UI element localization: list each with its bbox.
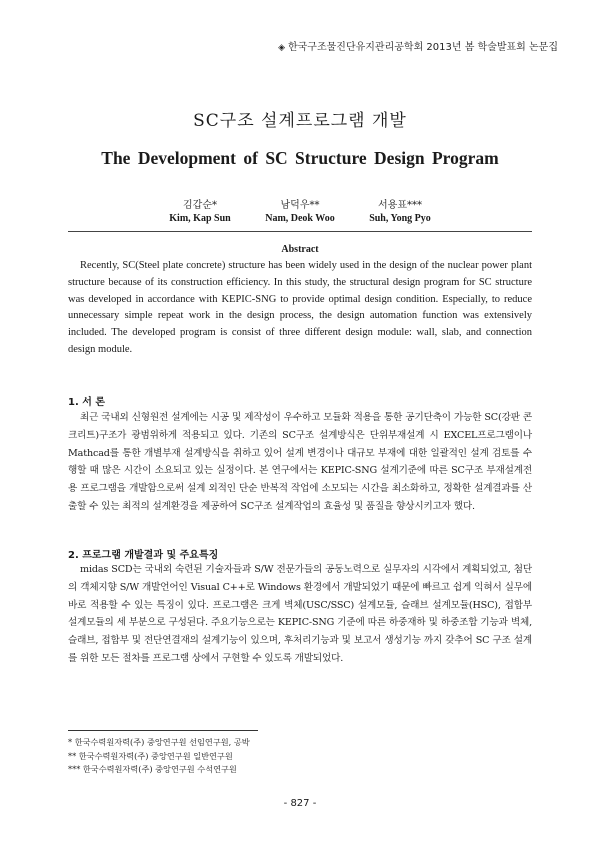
author-2 <box>250 196 350 224</box>
author-1 <box>150 196 250 224</box>
footnotes <box>68 736 468 777</box>
footnote-divider <box>68 730 258 731</box>
author-name-korean: 서용표*** <box>378 200 422 211</box>
author-list <box>150 196 450 224</box>
author-name-korean: 남덕우** <box>280 200 320 211</box>
section-body-introduction: 최근 국내외 신형원전 설계에는 시공 및 제작성이 우수하고 모듈화 적용을 통한 공기단축이 가능한 SC(강판 콘크리트)구조가 광범위하게 적용되고 있다. 기존의 SC구조 설계방식은 단위부재설계 시 EXCEL프로그램이나 Mathcad를 통한 개별부재 설계방식을 취하고 있어 설계 변경이나 대규모 부재에 대한 일괄적인 설계 검토를 수행할 때 많은 시간이 소요되고 있는 실정이다. 본 연구에서는 KEPIC-SNG 설계기준에 따른 SC구조 부재설계전용 프로그램을 개발함으로써 설계 외적인 단순 반복적 작업에 소모되는 시간을 최소화하고, 정확한 설계결과를 산출할 수 있는 최적의 설계환경을 제공하여 SC구조 설계작업의 효율성 및 품질을 향상시키고자 했다. <box>68 412 532 512</box>
author-3 <box>350 196 450 224</box>
footnote-1: * 한국수력원자력(주) 중앙연구원 선임연구원, 공박 <box>68 737 250 747</box>
page-number: - 827 - <box>283 798 317 809</box>
title-korean: SC구조 설계프로그램 개발 <box>193 111 407 131</box>
title-divider <box>68 231 532 232</box>
section-body-results: midas SCD는 국내외 숙련된 기술자들과 S/W 전문가들의 공동노력으로 실무자의 시각에서 계획되었고, 첨단의 객체지향 S/W 개발언어인 Visual C++로 Windows 환경에서 개발되었기 때문에 빠르고 쉽게 익혀서 실무에 바로 적용할 수 있는 특징이 있다. 프로그램은 크게 벽체(USC/SSC) 설계모듈, 슬래브 설계모듈(HSC), 접합부 설계모듈의 세 부분으로 구성된다. 주요기능으로는 KEPIC-SNG 기준에 따른 하중재하 및 하중조합 기능과 벽체, 슬래브, 접합부 및 전단연결재의 설계기능이 있으며, 후처리기능과 및 보고서 생성기능 까지 갖추어 SC 구조 설계를 위한 모든 절차를 프로그램 상에서 구현할 수 있도록 개발되었다. <box>68 564 532 664</box>
author-name-korean: 김갑순* <box>183 200 217 211</box>
author-name-english: Suh, Yong Pyo <box>369 213 431 224</box>
section-heading-results: 2. 프로그램 개발결과 및 주요특징 <box>68 550 219 561</box>
footnote-3: *** 한국수력원자력(주) 중앙연구원 수석연구원 <box>68 764 237 775</box>
author-name-english: Kim, Kap Sun <box>169 213 231 224</box>
abstract-heading: Abstract <box>281 244 319 255</box>
running-header <box>278 38 558 53</box>
abstract-text: Recently, SC(Steel plate concrete) structure has been widely used in the design of the nuclear power plant structure because of its construction efficiency. In this study, the structural design program for SC structure was developed in accordance with KEPIC-SNG to provide optimal design condition. Especially, to reduce unnecessary simple repeat work in the design process, the design automation function was extensively included. The developed program is consist of three different design module: wall, slab, and connection design module. <box>68 260 532 355</box>
section-heading-introduction: 1. 서 론 <box>68 397 106 408</box>
title-english: The Development of SC Structure Design Program <box>101 148 499 168</box>
running-header-text: 한국구조물진단유지관리공학회 2013년 봄 학술발표회 논문집 <box>287 42 558 53</box>
diamond-bullet-icon: ◈ <box>278 43 285 53</box>
footnote-2: ** 한국수력원자력(주) 중앙연구원 일반연구원 <box>68 750 233 761</box>
author-name-english: Nam, Deok Woo <box>265 213 335 224</box>
